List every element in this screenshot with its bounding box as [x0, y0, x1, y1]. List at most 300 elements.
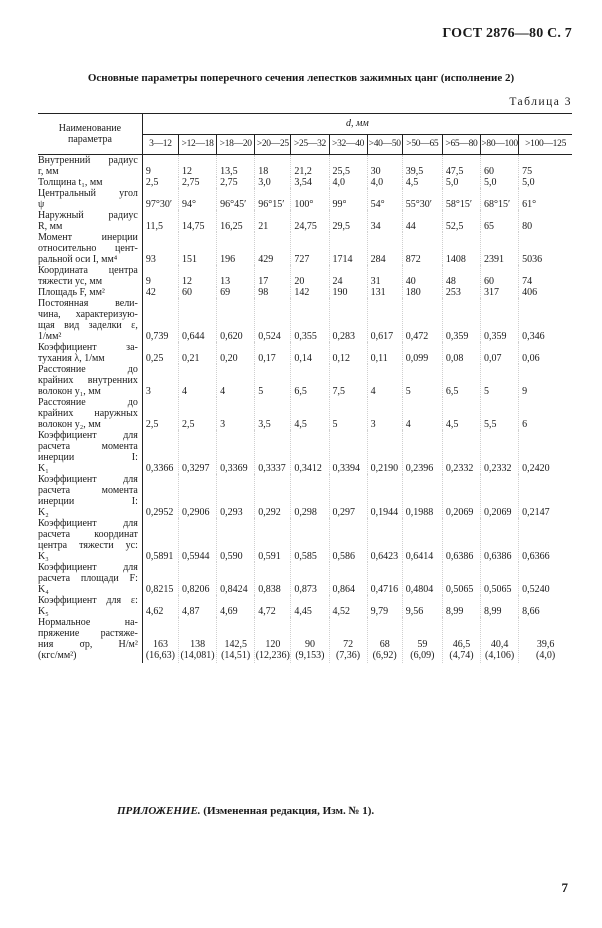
parameter-name-line: чина, характеризую-: [38, 309, 138, 320]
value-cell: 0,873: [291, 562, 329, 595]
range-header: >20—25: [255, 134, 291, 155]
parameter-name: [38, 188, 142, 210]
value-line: (4,74): [449, 650, 474, 661]
parameter-name-line: Коэффициент для: [38, 562, 138, 573]
value-cell: 317: [481, 287, 519, 298]
value-cell: 0,2906: [179, 474, 217, 518]
value-cell: 24,75: [291, 210, 329, 232]
value-cell: 0,3297: [179, 430, 217, 474]
parameter-name-line: крайних внутренних: [38, 375, 138, 386]
value-cell: [255, 617, 291, 663]
value-cell: 0,2332: [481, 430, 519, 474]
value-cell: 54°: [367, 188, 402, 210]
value-cell: 96°45′: [217, 188, 255, 210]
value-cell: 4: [402, 397, 442, 430]
value-cell: 0,6423: [367, 518, 402, 562]
value-line: (7,36): [335, 650, 361, 661]
range-header: 3—12: [142, 134, 178, 155]
value-cell: 8,66: [519, 595, 572, 617]
value-cell: 0,4804: [402, 562, 442, 595]
table-row: [38, 342, 572, 364]
value-line: 59: [417, 639, 428, 650]
value-cell: [367, 617, 402, 663]
value-cell: 0,2069: [481, 474, 519, 518]
value-cell: 0,14: [291, 342, 329, 364]
value-cell: 131: [367, 287, 402, 298]
parameter-name-line: инерции I:: [38, 452, 138, 463]
value-cell: 0,2190: [367, 430, 402, 474]
value-cell: 0,739: [145, 331, 169, 342]
value-cell: 14,75: [179, 210, 217, 232]
value-cell: 5,5: [481, 397, 519, 430]
value-cell: 8,99: [442, 595, 480, 617]
parameter-name-line: (кгс/мм²): [38, 650, 77, 661]
value-cell: 0,524: [255, 298, 291, 342]
range-header: >65—80: [442, 134, 480, 155]
parameter-name-line: R, мм: [38, 221, 63, 232]
parameter-name-line: Коэффициент для: [38, 430, 138, 441]
parameter-name-line: тухания λ, 1/мм: [38, 353, 105, 364]
range-header: >32—40: [329, 134, 367, 155]
value-cell: 47,5: [442, 155, 480, 178]
range-header: >18—20: [217, 134, 255, 155]
value-cell: 0,8215: [145, 584, 174, 595]
table-row: [38, 397, 572, 430]
value-cell: 25,5: [329, 155, 367, 178]
parameter-name-line: Расстояние до: [38, 397, 138, 408]
value-cell: 727: [291, 232, 329, 265]
value-cell: 0,590: [217, 518, 255, 562]
parameter-name-line: Коэффициент для: [38, 474, 138, 485]
value-cell: 9: [145, 276, 151, 287]
table-row: [38, 232, 572, 265]
value-cell: 94°: [179, 188, 217, 210]
value-cell: 0,4716: [367, 562, 402, 595]
value-cell: 0,6414: [402, 518, 442, 562]
value-cell: 39,5: [402, 155, 442, 178]
value-cell: 0,346: [519, 298, 572, 342]
value-cell: 0,355: [291, 298, 329, 342]
value-cell: 0,21: [179, 342, 217, 364]
value-line: (4,106): [484, 650, 515, 661]
value-cell: 0,585: [291, 518, 329, 562]
name-header-line: Наименование: [58, 123, 122, 134]
value-cell: 0,472: [402, 298, 442, 342]
value-line: (14,081): [180, 650, 215, 661]
table-body: [38, 155, 572, 664]
value-cell: 0,2332: [442, 430, 480, 474]
parameter-name: [38, 430, 142, 474]
value-cell: 40: [402, 265, 442, 287]
value-cell: 0,8424: [217, 562, 255, 595]
parameter-name-line: Коэффициент для: [38, 518, 138, 529]
value-cell: 4,87: [179, 595, 217, 617]
value-cell: 0,617: [367, 298, 402, 342]
d-column-header: d, мм: [142, 114, 572, 135]
value-cell: 284: [367, 232, 402, 265]
parameter-name-line: волокон y₂, мм: [38, 419, 101, 430]
value-cell: 80: [519, 210, 572, 232]
value-cell: 0,2396: [402, 430, 442, 474]
value-cell: 0,620: [217, 298, 255, 342]
parameter-name-line: расчета площади F:: [38, 573, 138, 584]
parameter-name-line: ψ: [38, 199, 45, 210]
value-cell: 0,5065: [442, 562, 480, 595]
value-cell: 17: [255, 265, 291, 287]
value-cell: 196: [217, 232, 255, 265]
value-cell: 60: [481, 265, 519, 287]
value-cell: 20: [291, 265, 329, 287]
appendix-text: (Измененная редакция, Изм. № 1).: [200, 805, 375, 817]
range-header: >80—100: [481, 134, 519, 155]
range-header: >25—32: [291, 134, 329, 155]
value-cell: 190: [329, 287, 367, 298]
value-cell: 99°: [329, 188, 367, 210]
parameter-name: [38, 155, 142, 178]
value-cell: 151: [179, 232, 217, 265]
value-line: 72: [343, 639, 354, 650]
value-cell: 30: [367, 155, 402, 178]
parameter-name: [38, 298, 142, 342]
value-cell: 0,2147: [519, 474, 572, 518]
value-cell: 0,6366: [519, 518, 572, 562]
value-cell: [179, 617, 217, 663]
value-cell: 3,5: [255, 397, 291, 430]
value-cell: 21,2: [291, 155, 329, 178]
value-cell: 6: [519, 397, 572, 430]
value-cell: 4,52: [329, 595, 367, 617]
value-cell: 97°30′: [145, 199, 173, 210]
value-cell: 0,6386: [442, 518, 480, 562]
value-cell: 3: [145, 386, 151, 397]
parameter-name-line: Площадь F, мм²: [38, 287, 105, 298]
parameter-name-line: центра тяжести yc:: [38, 540, 138, 551]
value-cell: 0,06: [519, 342, 572, 364]
parameter-name-line: K₁: [38, 463, 49, 474]
value-cell: 0,07: [481, 342, 519, 364]
value-cell: 1714: [329, 232, 367, 265]
value-cell: 0,864: [329, 562, 367, 595]
parameter-name: [38, 342, 142, 364]
value-cell: 0,20: [217, 342, 255, 364]
value-cell: 6,5: [442, 364, 480, 397]
value-cell: 9,56: [402, 595, 442, 617]
value-cell: [519, 617, 572, 663]
value-cell: 3,54: [291, 177, 329, 188]
value-cell: [481, 617, 519, 663]
value-line: 90: [304, 639, 315, 650]
value-cell: 2,75: [179, 177, 217, 188]
value-cell: 0,591: [255, 518, 291, 562]
value-cell: 0,586: [329, 518, 367, 562]
value-cell: 24: [329, 265, 367, 287]
value-cell: 60: [179, 287, 217, 298]
table-row: [38, 155, 572, 178]
appendix-label: ПРИЛОЖЕНИЕ.: [117, 805, 201, 817]
value-cell: 12: [179, 155, 217, 178]
parameter-name-line: пряжение растяже-: [38, 628, 138, 639]
name-column-header: [38, 114, 142, 155]
table-row: [38, 474, 572, 518]
value-cell: 75: [519, 155, 572, 178]
value-cell: 16,25: [217, 210, 255, 232]
value-cell: 93: [145, 254, 156, 265]
value-cell: 4: [179, 364, 217, 397]
page-number: 7: [561, 880, 568, 895]
parameter-name-line: Толщина t₁, мм: [38, 177, 103, 188]
value-line: 46,5: [452, 639, 471, 650]
value-cell: 42: [145, 287, 156, 298]
parameter-name: [38, 232, 142, 265]
value-cell: 2,5: [145, 419, 159, 430]
parameter-name-line: тяжести yc, мм: [38, 276, 103, 287]
appendix-note: [117, 805, 374, 817]
parameter-name-line: K₅: [38, 606, 49, 617]
parameter-name: [38, 210, 142, 232]
value-cell: 0,3412: [291, 430, 329, 474]
parameter-name: [38, 397, 142, 430]
value-cell: 0,12: [329, 342, 367, 364]
value-cell: 68°15′: [481, 188, 519, 210]
value-cell: 100°: [291, 188, 329, 210]
value-cell: 7,5: [329, 364, 367, 397]
value-cell: 0,297: [329, 474, 367, 518]
parameter-name: [38, 474, 142, 518]
parameter-name-line: Координата центра: [38, 265, 138, 276]
value-cell: 4: [367, 364, 402, 397]
value-cell: 5: [255, 364, 291, 397]
value-cell: 0,2952: [145, 507, 174, 518]
value-cell: 2,75: [217, 177, 255, 188]
table-row: [38, 210, 572, 232]
document-header: ГОСТ 2876—80 С. 7: [442, 26, 572, 41]
value-cell: 2391: [481, 232, 519, 265]
value-cell: 9: [519, 364, 572, 397]
value-line: 40,4: [490, 639, 509, 650]
value-cell: 4,0: [367, 177, 402, 188]
parameter-name-line: волокон y₁, мм: [38, 386, 101, 397]
value-cell: 0,8206: [179, 562, 217, 595]
value-cell: 0,3394: [329, 430, 367, 474]
parameters-table: [38, 113, 572, 663]
value-cell: 0,359: [481, 298, 519, 342]
value-cell: 0,5891: [145, 551, 174, 562]
table-row: [38, 298, 572, 342]
value-line: (9,153): [295, 650, 325, 661]
value-cell: 0,5065: [481, 562, 519, 595]
value-cell: 55°30′: [402, 188, 442, 210]
value-line: (14,51): [221, 650, 251, 661]
value-cell: [402, 617, 442, 663]
value-cell: 0,1944: [367, 474, 402, 518]
value-line: (6,09): [410, 650, 435, 661]
value-cell: 180: [402, 287, 442, 298]
value-cell: 8,99: [481, 595, 519, 617]
value-cell: 2,5: [179, 397, 217, 430]
parameter-name-line: Коэффициент за-: [38, 342, 138, 353]
value-cell: 18: [255, 155, 291, 178]
value-cell: 1408: [442, 232, 480, 265]
value-cell: 65: [481, 210, 519, 232]
parameter-name-line: щая вид заделки ε,: [38, 320, 138, 331]
parameter-name: [38, 364, 142, 397]
value-cell: 3,0: [255, 177, 291, 188]
value-cell: 0,11: [367, 342, 402, 364]
value-cell: 74: [519, 265, 572, 287]
name-header-line: параметра: [67, 134, 112, 145]
value-cell: 0,292: [255, 474, 291, 518]
value-line: 68: [379, 639, 390, 650]
value-line: 163: [152, 639, 168, 650]
table-row: [38, 287, 572, 298]
table-row: [38, 562, 572, 595]
value-cell: [142, 617, 178, 663]
value-cell: 29,5: [329, 210, 367, 232]
table-row: [38, 364, 572, 397]
parameter-name-line: ния σp, Н/м²: [38, 639, 138, 650]
parameter-name-line: расчета момента: [38, 485, 138, 496]
parameter-name-line: K₄: [38, 584, 49, 595]
value-cell: 3: [217, 397, 255, 430]
table-row: [38, 265, 572, 287]
value-cell: 0,838: [255, 562, 291, 595]
value-cell: 48: [442, 265, 480, 287]
value-cell: 0,5944: [179, 518, 217, 562]
value-line: (4,0): [535, 650, 556, 661]
value-cell: 5: [481, 364, 519, 397]
value-cell: 0,3369: [217, 430, 255, 474]
parameter-name-line: ральной оси I, мм⁴: [38, 254, 118, 265]
value-cell: 4,69: [217, 595, 255, 617]
range-header: >50—65: [402, 134, 442, 155]
value-cell: 44: [402, 210, 442, 232]
value-cell: 4,5: [402, 177, 442, 188]
value-cell: 5: [329, 397, 367, 430]
parameter-name-line: Центральный угол: [38, 188, 138, 199]
parameter-name-line: r, мм: [38, 166, 59, 177]
value-cell: 0,25: [145, 353, 164, 364]
value-cell: [217, 617, 255, 663]
value-cell: 0,099: [402, 342, 442, 364]
value-cell: 61°: [519, 188, 572, 210]
value-cell: 0,6386: [481, 518, 519, 562]
table-label: Таблица 3: [509, 96, 572, 108]
value-cell: 4: [217, 364, 255, 397]
value-cell: 0,293: [217, 474, 255, 518]
value-cell: 13: [217, 265, 255, 287]
range-header: >12—18: [179, 134, 217, 155]
value-cell: 31: [367, 265, 402, 287]
value-cell: 13,5: [217, 155, 255, 178]
value-cell: [329, 617, 367, 663]
parameter-name: [38, 518, 142, 562]
table-row: [38, 430, 572, 474]
value-cell: 60: [481, 155, 519, 178]
value-cell: 4,45: [291, 595, 329, 617]
value-cell: 96°15′: [255, 188, 291, 210]
parameter-name: [38, 595, 142, 617]
range-header: >100—125: [519, 134, 572, 155]
table-row: [38, 177, 572, 188]
value-cell: 0,283: [329, 298, 367, 342]
value-cell: 0,2420: [519, 430, 572, 474]
value-cell: [442, 617, 480, 663]
parameter-name-line: инерции I:: [38, 496, 138, 507]
value-cell: 0,17: [255, 342, 291, 364]
parameter-name: [38, 287, 142, 298]
parameter-name: [38, 617, 142, 663]
parameter-name: [38, 265, 142, 287]
value-cell: 9: [145, 166, 151, 177]
parameter-name: [38, 177, 142, 188]
value-cell: 5,0: [519, 177, 572, 188]
table-row: [38, 188, 572, 210]
value-cell: 3: [367, 397, 402, 430]
value-cell: 4,0: [329, 177, 367, 188]
value-cell: 34: [367, 210, 402, 232]
value-cell: 21: [255, 210, 291, 232]
value-line: (16,63): [145, 650, 176, 661]
table-row: [38, 595, 572, 617]
value-line: 120: [265, 639, 281, 650]
value-line: 142,5: [224, 639, 247, 650]
parameter-name-line: 1/мм²: [38, 331, 62, 342]
value-cell: 0,2069: [442, 474, 480, 518]
value-cell: 0,359: [442, 298, 480, 342]
value-cell: 0,5240: [519, 562, 572, 595]
value-cell: 4,5: [291, 397, 329, 430]
value-line: 39,6: [536, 639, 555, 650]
parameter-name-line: Наружный радиус: [38, 210, 138, 221]
value-cell: 406: [519, 287, 572, 298]
value-cell: 5,0: [442, 177, 480, 188]
table-title: Основные параметры поперечного сечения лепестков зажимных цанг (исполнение 2): [87, 72, 515, 84]
value-line: 138: [190, 639, 206, 650]
parameter-name-line: Внутренний радиус: [38, 155, 138, 166]
value-cell: 52,5: [442, 210, 480, 232]
value-cell: 6,5: [291, 364, 329, 397]
value-cell: 0,644: [179, 298, 217, 342]
value-cell: 872: [402, 232, 442, 265]
parameter-name-line: Коэффициент для ε:: [38, 595, 138, 606]
parameter-name-line: Расстояние до: [38, 364, 138, 375]
value-cell: 58°15′: [442, 188, 480, 210]
parameter-name-line: крайних наружных: [38, 408, 138, 419]
value-cell: 0,3337: [255, 430, 291, 474]
value-cell: 11,5: [145, 221, 164, 232]
value-cell: 5036: [519, 232, 572, 265]
parameter-name-line: расчета момента: [38, 441, 138, 452]
value-cell: 4,5: [442, 397, 480, 430]
value-cell: 5: [402, 364, 442, 397]
parameter-name-line: расчета координат: [38, 529, 138, 540]
range-header: >40—50: [367, 134, 402, 155]
value-cell: [291, 617, 329, 663]
value-cell: 12: [179, 265, 217, 287]
value-cell: 0,298: [291, 474, 329, 518]
value-cell: 142: [291, 287, 329, 298]
value-line: (6,92): [372, 650, 397, 661]
value-line: (12,236): [255, 650, 290, 661]
value-cell: 2,5: [145, 177, 159, 188]
value-cell: 98: [255, 287, 291, 298]
value-cell: 0,3366: [145, 463, 174, 474]
value-cell: 69: [217, 287, 255, 298]
parameter-name-line: Постоянная вели-: [38, 298, 138, 309]
value-cell: 253: [442, 287, 480, 298]
value-cell: 4,72: [255, 595, 291, 617]
parameter-name-line: Момент инерции: [38, 232, 138, 243]
